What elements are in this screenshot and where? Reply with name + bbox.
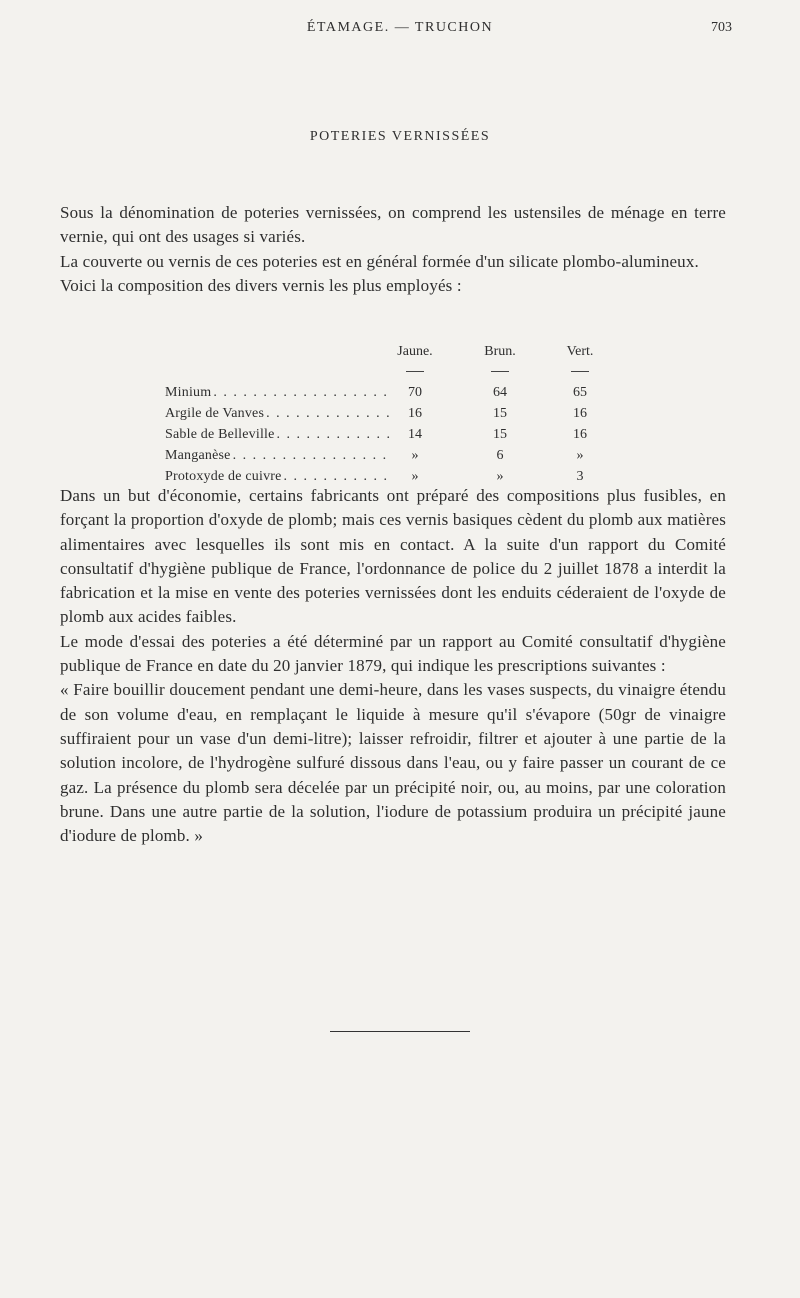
paragraph: Dans un but d'économie, certains fabricants ont préparé des compositions plus fusibles, en forçant la proportion d'oxyde de plomb; mais ces vernis basiques cèdent du plomb aux matières alimentaires avec lesquelles ils sont mis en contact. A la suite d'un rapport du Comité consultatif d'hygiène publique de France, l'ordonnance de police du 2 juillet 1878 a interdit la fabrication et la mise en vente des poteries vernissées dont les enduits céderaient de l'oxyde de plomb aux acides faibles. [60, 486, 726, 627]
table-row [165, 406, 615, 427]
table-cell: 64 [493, 385, 507, 400]
closing-rule [330, 1031, 470, 1032]
table-cell: 16 [573, 427, 587, 442]
running-title: ÉTAMAGE. — TRUCHON [306, 20, 494, 35]
column-header: Vert. [566, 344, 594, 359]
intro-text [60, 201, 726, 298]
paragraph: Sous la dénomination de poteries vernissées, on comprend les ustensiles de ménage en terre vernie, qui ont des usages si variés. [60, 203, 726, 247]
paragraph: « Faire bouillir doucement pendant une demi-heure, dans les vases suspects, du vinaigre étendu de son volume d'eau, en remplaçant le liquide à mesure qu'il s'évapore (50gr de vinaigre suffiraient pour un vase d'un demi-litre); laisser refroidir, filtrer et ajouter à une partie de la solution incolore, de l'hydrogène sulfuré dissous dans l'eau, ou y faire passer un courant de ce gaz. La présence du plomb sera décelée par un précipité noir, ou, au moins, par une coloration brune. Dans une autre partie de la solution, l'iodure de potassium produira un précipité jaune d'iodure de plomb. » [60, 680, 726, 846]
dash-rule [406, 371, 424, 372]
paragraph: Le mode d'essai des poteries a été déterminé par un rapport au Comité consultatif d'hygiène publique de France en date du 20 janvier 1879, qui indique les prescriptions suivantes : [60, 631, 726, 676]
paragraph: Voici la composition des divers vernis les plus employés : [60, 275, 462, 295]
table-cell: 70 [408, 385, 422, 400]
table-row [165, 448, 615, 469]
table-cell: 14 [408, 427, 422, 442]
table-cell: 6 [496, 448, 504, 463]
table-cell: » [411, 448, 419, 463]
row-label: Argile de Vanves [165, 406, 265, 421]
column-header: Jaune. [397, 344, 433, 359]
row-label: Protoxyde de cuivre [165, 469, 282, 484]
dash-rule [571, 371, 589, 372]
table-cell: 16 [573, 406, 587, 421]
header-dashes [165, 365, 615, 385]
table-cell: 15 [493, 427, 507, 442]
table-cell: » [576, 448, 584, 463]
row-label: Sable de Belleville [165, 427, 275, 442]
varnish-composition-table [165, 344, 615, 490]
table-cell: » [496, 469, 504, 484]
row-label: Manganèse [165, 448, 231, 463]
table-cell: » [411, 469, 419, 484]
table-cell: 15 [493, 406, 507, 421]
running-head [0, 20, 800, 40]
table-cell: 3 [576, 469, 584, 484]
paragraph: La couverte ou vernis de ces poteries est en général formée d'un silicate plombo-alumineux. [60, 251, 699, 271]
table-row [165, 427, 615, 448]
table-cell: 65 [573, 385, 587, 400]
body-text [60, 484, 726, 848]
table-row [165, 385, 615, 406]
row-label: Minium [165, 385, 212, 400]
column-header: Brun. [484, 344, 516, 359]
section-title: POTERIES VERNISSÉES [309, 129, 491, 144]
page-number: 703 [711, 20, 732, 35]
dash-rule [491, 371, 509, 372]
table-cell: 16 [408, 406, 422, 421]
table-header [165, 344, 615, 365]
